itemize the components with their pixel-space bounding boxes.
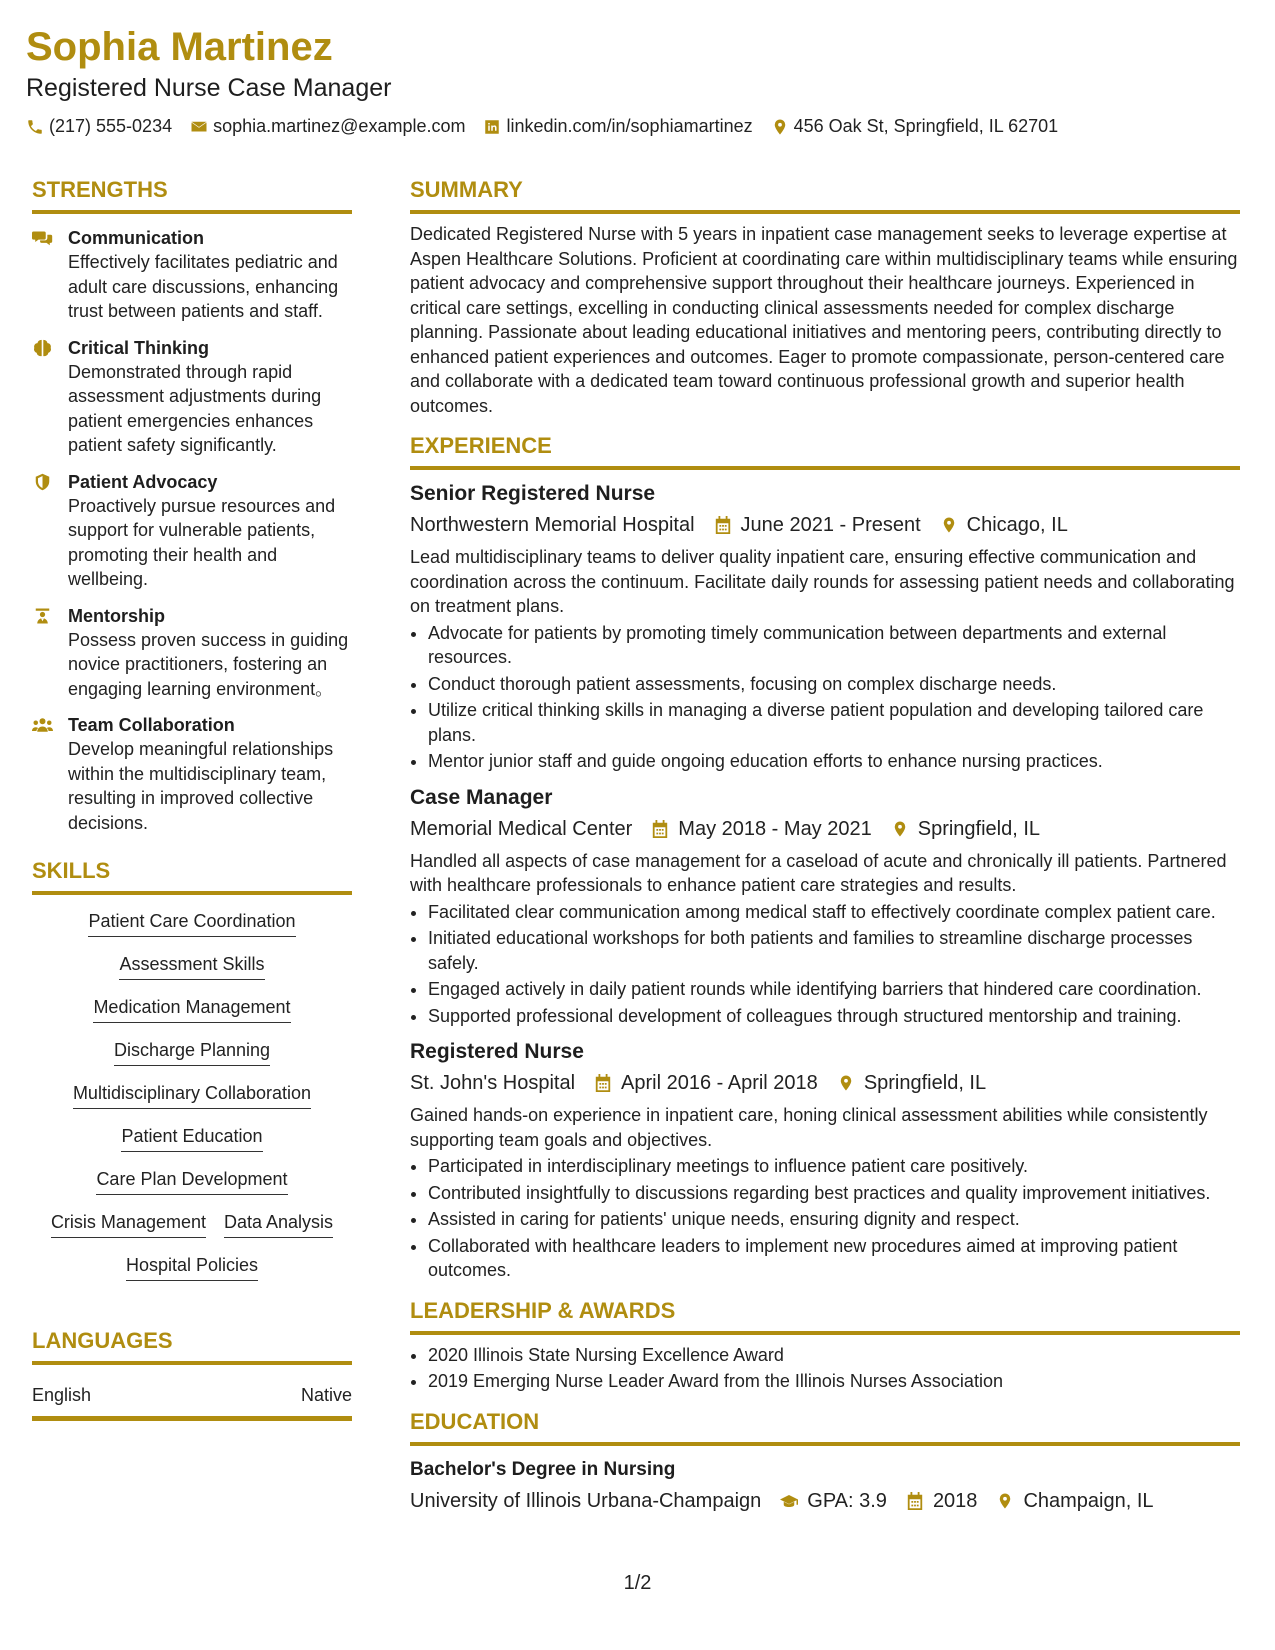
contact-email[interactable] [190,116,465,137]
envelope-icon [190,118,208,136]
language-row [32,1385,352,1421]
contact-bar [26,116,1246,137]
skill-tag: Assessment Skills [119,952,264,980]
skill-tag: Multidisciplinary Collaboration [73,1081,311,1109]
strength-title: Mentorship [68,605,165,626]
right-column [410,176,1240,1516]
skill-tag: Care Plan Development [96,1167,287,1195]
job-bullets [410,621,1240,774]
calendar-icon [905,1491,925,1511]
job-description: Gained hands-on experience in inpatient care, honing clinical assessment abilities while consistently supporting team goals and objectives. [410,1105,1208,1150]
degree: Bachelor's Degree in Nursing [410,1458,676,1480]
candidate-title: Registered Nurse Case Manager [26,74,392,102]
location-pin-icon [836,1073,856,1093]
list-item: • Utilize critical thinking skills in managing a diverse patient population and developing tailored care plans. [428,698,1240,747]
education-meta [410,1486,1240,1516]
contact-linkedin[interactable] [483,116,752,137]
education-heading: EDUCATION [410,1408,1240,1446]
list-item: • Collaborated with healthcare leaders to implement new procedures aimed at improving patient outcomes. [428,1234,1240,1283]
education-location: Champaign, IL [1023,1489,1154,1512]
skill-tag: Hospital Policies [126,1253,258,1281]
job-description: Lead multidisciplinary teams to deliver quality inpatient care, ensuring effective communication and coordination across the continuum. Facilitate daily rounds for assessing patient needs and collaborating on treatment plans. [410,547,1235,616]
job-company: Memorial Medical Center [410,817,633,840]
strength-item [32,713,352,835]
phone-text: (217) 555-0234 [49,116,173,136]
job-bullets [410,1154,1240,1283]
list-item: • Engaged actively in daily patient rounds while identifying barriers that hindered care coordination. [428,977,1240,1002]
list-item: • Assisted in caring for patients' unique needs, ensuring dignity and respect. [428,1207,1240,1232]
job-location: Springfield, IL [917,817,1041,840]
shield-icon [32,478,53,495]
linkedin-icon [483,118,501,136]
calendar-icon [650,819,670,839]
strength-title: Team Collaboration [68,715,235,735]
job-dates: April 2016 - April 2018 [621,1072,818,1094]
strengths-heading: STRENGTHS [32,176,352,214]
job-entry [410,480,1240,774]
list-item: • Mentor junior staff and guide ongoing education efforts to enhance nursing practices. [428,749,1240,774]
resume-header [26,22,1246,137]
job-meta [410,1068,1240,1098]
strength-title: Patient Advocacy [68,471,218,492]
summary-heading: SUMMARY [410,176,1240,214]
strength-item [32,336,352,458]
list-item: • Initiated educational workshops for both patients and families to streamline discharge processes safely. [428,926,1240,975]
awards-heading: LEADERSHIP & AWARDS [410,1297,1240,1335]
experience-heading: EXPERIENCE [410,432,1240,470]
skill-tag: Medication Management [93,995,290,1023]
calendar-icon [593,1073,613,1093]
page-number: 1/2 [623,1572,652,1594]
job-title: Senior Registered Nurse [410,482,656,505]
job-dates: May 2018 - May 2021 [678,817,872,840]
strength-title: Communication [68,228,205,248]
strength-title: Critical Thinking [68,337,210,358]
job-description: Handled all aspects of case management for a caseload of acute and chronically ill patients. Partnered with healthcare professionals to enhance patient care strategies and results. [410,850,1227,895]
job-entry [410,784,1240,1029]
phone-icon [26,118,44,136]
job-title: Case Manager [410,785,553,809]
job-meta [410,814,1240,844]
skill-tag: Discharge Planning [114,1038,270,1066]
strength-item [32,470,352,592]
left-column [32,176,352,1421]
job-bullets [410,900,1240,1029]
strength-desc: Proactively pursue resources and support for vulnerable patients, promoting their health and wellbeing. [68,495,336,589]
list-item: • 2020 Illinois State Nursing Excellence Award [428,1343,1240,1368]
brain-icon [32,344,53,361]
strength-desc: Effectively facilitates pediatric and adult care discussions, enhancing trust between patients and staff. [68,252,339,321]
job-title: Registered Nurse [410,1040,584,1063]
list-item: • Supported professional development of colleagues through structured mentorship and training. [428,1004,1240,1029]
contact-address [771,116,1059,137]
list-item: • Participated in interdisciplinary meetings to influence patient care positively. [428,1154,1240,1179]
address-text: 456 Oak St, Springfield, IL 62701 [793,116,1059,136]
email-text: sophia.martinez@example.com [213,116,466,136]
teacher-icon [32,612,53,629]
list-item: • Conduct thorough patient assessments, focusing on complex discharge needs. [428,672,1240,697]
list-item: • 2019 Emerging Nurse Leader Award from the Illinois Nurses Association [428,1369,1240,1394]
location-pin-icon [890,819,910,839]
strength-item [32,226,352,324]
skills-heading: SKILLS [32,857,352,895]
users-icon [32,721,53,738]
list-item: • Advocate for patients by promoting timely communication between departments and external resources. [428,621,1240,670]
location-pin-icon [939,515,959,535]
summary-text: Dedicated Registered Nurse with 5 years in inpatient case management seeks to leverage expertise at Aspen Healthcare Solutions. Proficient at coordinating care within multidisciplinary teams while ensuring patient advocacy and comprehensive support throughout their healthcare journeys. Experienced in critical care settings, excelling in conducting clinical assessments needed for complex discharge planning. Passionate about leading educational initiatives and mentoring peers, contributing directly to enhanced patient experiences and outcomes. Eager to promote compassionate, person-centered care and collaborate with a dedicated team toward continuous professional growth and superior health outcomes. [410,224,1238,416]
languages-heading: LANGUAGES [32,1327,352,1365]
strength-desc: Develop meaningful relationships within the multidisciplinary team, resulting in improved collective decisions. [68,739,334,833]
job-location: Springfield, IL [863,1072,987,1094]
comments-icon [32,234,53,251]
skill-tag: Data Analysis [224,1210,333,1238]
school: University of Illinois Urbana-Champaign [410,1489,762,1512]
language-level: Native [300,1385,352,1405]
education-entry [410,1456,1240,1516]
strength-desc: Possess proven success in guiding novice practitioners, fostering an engaging learning environment。 [68,629,349,699]
gpa: GPA: 3.9 [807,1489,887,1512]
list-item: • Facilitated clear communication among medical staff to effectively coordinate complex patient care. [428,900,1240,925]
location-pin-icon [995,1491,1015,1511]
skill-tag: Crisis Management [51,1210,206,1238]
job-location: Chicago, IL [966,514,1068,536]
language-name: English [32,1385,92,1405]
strength-desc: Demonstrated through rapid assessment adjustments during patient emergencies enhances patient safety significantly. [68,361,322,455]
skill-tag: Patient Care Coordination [88,909,295,937]
candidate-name: Sophia Martinez [26,25,333,69]
calendar-icon [713,515,733,535]
strength-item [32,604,352,702]
location-pin-icon [771,118,789,136]
graduation-year: 2018 [932,1489,978,1512]
job-meta [410,510,1240,540]
graduation-cap-icon [779,1491,799,1511]
linkedin-text: linkedin.com/in/sophiamartinez [506,116,753,136]
job-company: St. John's Hospital [410,1072,576,1094]
job-entry [410,1038,1240,1283]
awards-list [410,1343,1240,1394]
job-company: Northwestern Memorial Hospital [410,514,695,536]
skills-list [32,909,352,1281]
job-dates: June 2021 - Present [740,514,921,536]
skill-tag: Patient Education [121,1124,262,1152]
list-item: • Contributed insightfully to discussions regarding best practices and quality improvement initiatives. [428,1181,1240,1206]
contact-phone [26,116,172,137]
